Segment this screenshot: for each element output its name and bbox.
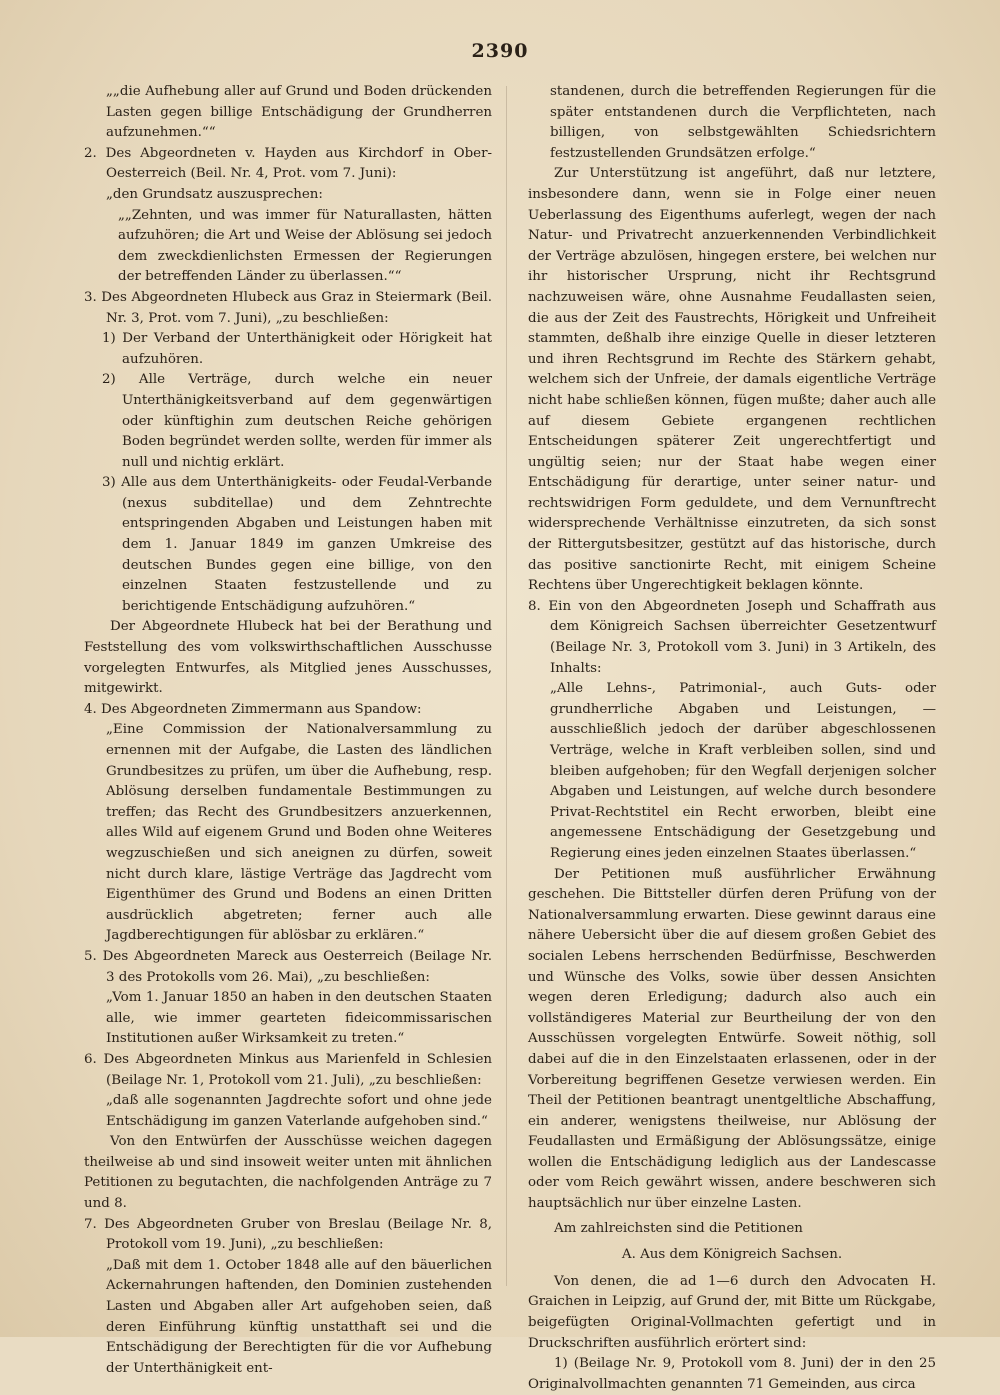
graichen-paragraph: Von denen, die ad 1—6 durch den Advocaten H. Graichen in Leipzig, auf Grund der, mit Bitte um Rückgabe, beigefügten Original-Vollmachten gefertigt und in Druckschriften ausführlich erörtert sind: (528, 1273, 936, 1351)
motion-6-quote: „daß alle sogenannten Jagdrechte sofort und ohne jede Entschädigung im ganzen Vaterlande aufgehoben sind.“ (106, 1093, 492, 1129)
petitions-paragraph: Der Petitionen muß ausführlicher Erwähnung geschehen. Die Bittsteller dürfen deren Prüfung von der Nationalversammlung erwarten. Diese gewinnt daraus eine nähere Uebersicht über die auf diesem großen Gebiet des socialen Lebens herrschenden Bedürfnisse, Beschwerden und Wünsche des Volks, sowie über dessen Ansichten wegen deren Erledigung; dadurch also auch ein vollständigeres Material zur Beurtheilung der von den Ausschüssen vorgelegten Entwürfe. Soweit nöthig, soll dabei auf die in den Einzelstaaten erlassenen, oder in der Vorbereitung begriffenen Gesetze verwiesen werden. Ein Theil der Petitionen beantragt unentgeltliche Abschaffung, ein anderer, wenigstens theilweise, nur Ablösung der Feudallasten und Ermäßigung der Ablösungssätze, einige wollen die Entschädigung lediglich aus der Landescasse oder vom Reich gewährt wissen, andere beschweren sich hauptsächlich nur über einzelne Lasten. (528, 866, 936, 1212)
motion-4-quote: „Eine Commission der Nationalversammlung zu ernennen mit der Aufgabe, die Lasten des ländlichen Grundbesitzes zu prüfen, um über die Aufhebung, resp. Ablösung derselben fundamentale Bestimmungen zu treffen; das Recht des Grundbesitzers anzuerkennen, alles Wild auf eigenem Grund und Boden ohne Weiteres wegzuschießen und sich aneignen zu dürfen, soweit nicht durch klare, lästige Verträge das Jagdrecht vom Eigenthümer des Grund und Bodens an einen Dritten ausdrücklich abgetreten; ferner auch alle Jagdberechtigungen für ablösbar zu erklären.“ (106, 722, 492, 944)
motion-7-quote-continued: standenen, durch die betreffenden Regierungen für die später entstandenen durch die Verpflichteten, nach billigen, von selbstgewählten Schiedsrichtern festzustellenden Grundsätzen erfolge.“ (550, 84, 936, 161)
petition-1-paragraph: 1) (Beilage Nr. 9, Protokoll vom 8. Juni) der in den 25 Originalvollmachten genannten 71 Gemeinden, aus circa (528, 1356, 936, 1392)
motion-2-quote: „„Zehnten, und was immer für Naturallasten, hätten aufzuhören; die Art und Weise der Ablösung sei jedoch dem zweckdienlichsten Ermessen der Regierungen der betreffenden Länder zu überlassen.““ (118, 207, 492, 285)
motion-5-mareck: 5. Des Abgeordneten Mareck aus Oesterreich (Beilage Nr. 3 des Protokolls vom 26. Mai), „zu beschließen: (84, 948, 492, 985)
motion-5-quote: „Vom 1. Januar 1850 an haben in den deutschen Staaten alle, wie immer gearteten fideicommissarischen Institutionen außer Wirksamkeit zu treten.“ (106, 990, 492, 1047)
motion-3-point-3: 3) Alle aus dem Unterthänigkeits- oder Feudal-Verbande (nexus subditellae) und dem Zehntrechte entspringenden Abgaben und Leistungen haben mit dem 1. Januar 1849 im ganzen Umkreise des deutschen Bundes gegen eine billige, von den einzelnen Staaten festzustellende und zu berichtigende Entschädigung aufzuhören.“ (102, 475, 492, 614)
left-column (84, 82, 492, 1379)
motion-7-gruber: 7. Des Abgeordneten Gruber von Breslau (Beilage Nr. 8, Protokoll vom 19. Juni), „zu beschließen: (84, 1216, 492, 1253)
motion-3-point-1: 1) Der Verband der Unterthänigkeit oder Hörigkeit hat aufzuhören. (102, 331, 492, 367)
motion-6-minkus: 6. Des Abgeordneten Minkus aus Marienfeld in Schlesien (Beilage Nr. 1, Protokoll vom 21. Juli), „zu beschließen: (84, 1051, 492, 1088)
column-divider (506, 86, 507, 1286)
motion-3-point-2: 2) Alle Verträge, durch welche ein neuer Unterthänigkeitsverband auf dem gegenwärtigen oder künftighin zum deutschen Reiche gehörigen Boden begründet werden sollte, werden für immer als null und nichtig erklärt. (102, 372, 492, 470)
motion-8-joseph-schaffrath: 8. Ein von den Abgeordneten Joseph und Schaffrath aus dem Königreich Sachsen überreichter Gesetzentwurf (Beilage Nr. 3, Protokoll vom 3. Juni) in 3 Artikeln, des Inhalts: (528, 598, 936, 676)
hlubeck-note: Der Abgeordnete Hlubeck hat bei der Berathung und Feststellung des vom volkswirthschaftlichen Ausschusse vorgelegten Entwurfes, als Mitglied jenes Ausschusses, mitgewirkt. (84, 619, 492, 697)
motion-8-quote: „Alle Lehns-, Patrimonial-, auch Guts- oder grundherrliche Abgaben und Leistungen, — ausschließlich jedoch der darüber abgeschlossenen Verträge, welche in Kraft verbleiben sollen, sind und bleiben aufgehoben; für den Wegfall derjenigen solcher Abgaben und Leistungen, auf welche durch besondere Privat-Rechtstitel ein Recht erworben, bleibt eine angemessene Entschädigung der Gesetzgebung und Regierung eines jeden einzelnen Staates überlassen.“ (550, 681, 936, 861)
motion-4-zimmermann: 4. Des Abgeordneten Zimmermann aus Spandow: (84, 701, 422, 717)
section-heading-sachsen: A. Aus dem Königreich Sachsen. (621, 1247, 843, 1263)
drafts-paragraph: Von den Entwürfen der Ausschüsse weichen dagegen theilweise ab und sind insoweit weiter unten mit ähnlichen Petitionen zu begutachten, die nachfolgenden Anträge zu 7 und 8. (84, 1134, 492, 1212)
motion-7-quote: „Daß mit dem 1. October 1848 alle auf den bäuerlichen Ackernahrungen haftenden, den Dominien zustehenden Lasten und Abgaben aller Art aufgehoben seien, daß deren Einführung künftig unstatthaft sei und die Entschädigung der Berechtigten für die vor Aufhebung der Unterthänigkeit ent- (106, 1257, 492, 1376)
motion-2-lead: „den Grundsatz auszusprechen: (106, 186, 323, 202)
motion-1-quote-end: „„die Aufhebung aller auf Grund und Boden drückenden Lasten gegen billige Entschädigung der Grundherren aufzunehmen.““ (106, 84, 492, 141)
motion-3-hlubeck: 3. Des Abgeordneten Hlubeck aus Graz in Steiermark (Beil. Nr. 3, Prot. vom 7. Juni), „zu beschließen: (84, 289, 492, 326)
right-column (528, 82, 936, 1395)
support-paragraph: Zur Unterstützung ist angeführt, daß nur letztere, insbesondere dann, wenn sie in Folge einer neuen Ueberlassung des Eigenthums auferlegt, wegen der nach Natur- und Privatrecht anzuerkennenden Verbindlichkeit der Verträge abzulösen, hingegen erstere, bei welchen nur ihr historischer Ursprung, nicht ihr Rechtsgrund nachzuweisen wäre, ohne Ausnahme Feudallasten seien, die aus der Zeit des Faustrechts, Hörigkeit und Unfreiheit stammten, deßhalb ihre einzige Quelle in dieser letzteren und ihren Rechtsgrund im Rechte des Stärkern gehabt, welchem sich der Unfreie, der damals eigentliche Verträge nicht habe schließen können, fügen mußte; daher auch alle auf diesem Gebiete ergangenen rechtlichen Entscheidungen späterer Zeit ungerechtfertigt und ungültig seien; nur der Staat habe wegen einer Entschädigung für derartige, unter seiner natur- und rechtswidrigen Form geduldete, und dem Vernunftrecht widersprechende Verhältnisse einzutreten, da sich sonst der Rittergutsbesitzer, gestützt auf das historische, durch das positive sanctionirte Recht, mit einigem Scheine Rechtens über Ungerechtigkeit beklagen könnte. (528, 166, 936, 594)
petitions-most-numerous: Am zahlreichsten sind die Petitionen (554, 1220, 803, 1236)
page-number: 2390 (471, 40, 529, 62)
motion-2-hayden: 2. Des Abgeordneten v. Hayden aus Kirchdorf in Ober-Oesterreich (Beil. Nr. 4, Prot. vom 7. Juni): (84, 145, 492, 182)
